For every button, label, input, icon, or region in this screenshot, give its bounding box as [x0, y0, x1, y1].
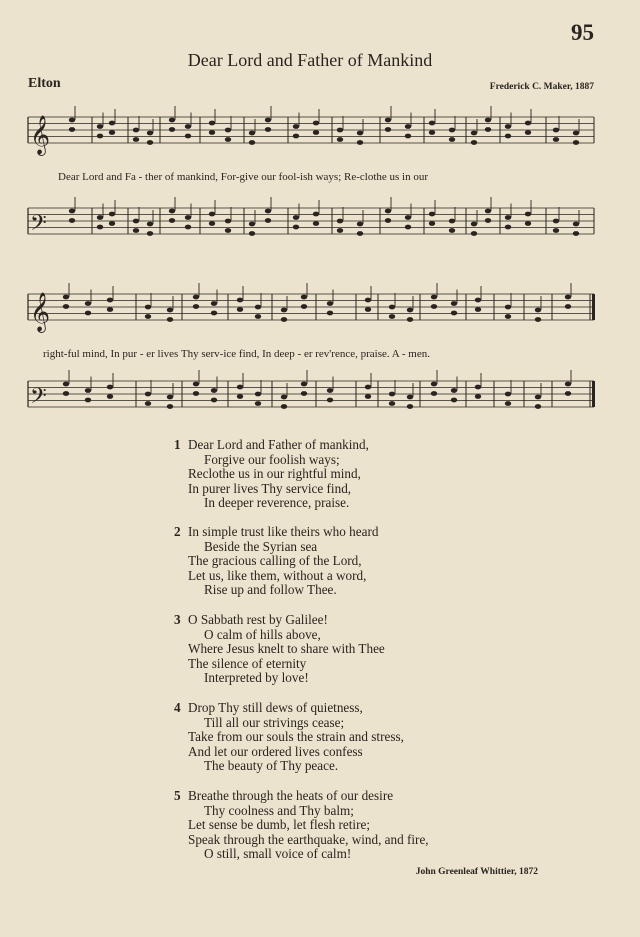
bass-1-notehead [97, 215, 103, 220]
treble-2-notehead [193, 304, 199, 309]
verse-line: Drop Thy still dews of quietness, [188, 700, 363, 715]
treble-clef-icon: 𝄞 [30, 292, 51, 332]
treble-2-notehead [255, 314, 261, 319]
treble-2-notehead [85, 311, 91, 316]
bass-1-notehead [313, 221, 319, 226]
verse-line: O calm of hills above, [204, 626, 321, 642]
treble-1-notehead [265, 118, 271, 123]
treble-1-notehead [429, 121, 435, 126]
bass-1-notehead [265, 218, 271, 223]
treble-2-notehead [145, 314, 151, 319]
treble-1-notehead [293, 134, 299, 139]
treble-2-notehead [237, 307, 243, 312]
verse-line: O Sabbath rest by Galilee! [188, 612, 328, 627]
treble-2-notehead [565, 304, 571, 309]
treble-2-notehead [451, 301, 457, 306]
verse-line: Dear Lord and Father of mankind, [188, 437, 369, 452]
bass-2-notehead [451, 388, 457, 393]
bass-1-notehead [147, 222, 153, 227]
bass-2-notehead [407, 404, 413, 409]
bass-clef-icon: 𝄢 [30, 384, 47, 414]
treble-2-notehead [407, 317, 413, 322]
bass-1-notehead [337, 228, 343, 233]
treble-1-notehead [69, 127, 75, 132]
treble-2-notehead [451, 311, 457, 316]
treble-2-notehead [327, 301, 333, 306]
final-barline [592, 381, 595, 407]
bass-2-notehead [475, 394, 481, 399]
verse-line: And let our ordered lives confess [188, 743, 363, 759]
treble-1-notehead [313, 130, 319, 135]
treble-1-notehead [525, 121, 531, 126]
bass-clef-icon: 𝄢 [30, 211, 47, 241]
treble-1-notehead [573, 131, 579, 136]
bass-2-notehead [327, 398, 333, 403]
treble-2-notehead [505, 305, 511, 310]
bass-2-notehead [389, 401, 395, 406]
bass-1-notehead [573, 231, 579, 236]
bass-1-notehead [209, 221, 215, 226]
bass-1-notehead [471, 231, 477, 236]
treble-1-notehead [249, 140, 255, 145]
treble-1-notehead [385, 127, 391, 132]
treble-1-notehead [209, 130, 215, 135]
bass-2-notehead [85, 388, 91, 393]
treble-1-notehead [133, 128, 139, 133]
bass-1-notehead [249, 222, 255, 227]
composer-credit: Frederick C. Maker, 1887 [489, 82, 594, 92]
verse-4 [174, 701, 404, 774]
bass-1-notehead [405, 215, 411, 220]
page-number: 95 [571, 20, 594, 45]
bass-2-notehead [475, 385, 481, 390]
treble-2-notehead [85, 301, 91, 306]
bass-1-notehead [293, 215, 299, 220]
verse-line: Breathe through the heats of our desire [188, 788, 394, 803]
treble-2-notehead [301, 304, 307, 309]
treble-1-notehead [97, 134, 103, 139]
treble-1-notehead [147, 131, 153, 136]
treble-2-notehead [107, 307, 113, 312]
treble-2-notehead [365, 298, 371, 303]
bass-2-notehead [63, 382, 69, 387]
bass-2-notehead [63, 391, 69, 396]
treble-1-notehead [169, 118, 175, 123]
verse-number: 2 [174, 524, 181, 539]
verse-3 [174, 613, 385, 686]
verse-line: The beauty of Thy peace. [204, 758, 339, 774]
verse-line: Let sense be dumb, let flesh retire; [188, 817, 370, 833]
treble-1-notehead [405, 134, 411, 139]
treble-1-notehead [147, 140, 153, 145]
bass-2-notehead [107, 394, 113, 399]
treble-1-notehead [225, 137, 231, 142]
bass-2-notehead [85, 398, 91, 403]
treble-2-notehead [475, 307, 481, 312]
bass-1-notehead [69, 209, 75, 214]
verse-line: Rise up and follow Thee. [204, 582, 337, 598]
verse-line: Let us, like them, without a word, [188, 567, 367, 583]
verse-line: Take from our souls the strain and stress, [188, 729, 404, 745]
tune-name: Elton [28, 76, 61, 91]
bass-2-notehead [431, 391, 437, 396]
treble-1-notehead [405, 124, 411, 129]
treble-1-notehead [505, 124, 511, 129]
bass-1-notehead [265, 209, 271, 214]
bass-2-notehead [107, 385, 113, 390]
treble-1-notehead [293, 124, 299, 129]
treble-2-notehead [301, 295, 307, 300]
treble-2-notehead [145, 305, 151, 310]
bass-2-notehead [565, 382, 571, 387]
verse-2 [174, 525, 378, 598]
bass-1-notehead [553, 228, 559, 233]
treble-2-notehead [535, 308, 541, 313]
treble-1-notehead [169, 127, 175, 132]
bass-1-notehead [385, 209, 391, 214]
bass-2-notehead [167, 404, 173, 409]
bass-2-notehead [535, 404, 541, 409]
verse-number: 1 [174, 437, 181, 452]
treble-2-notehead [193, 295, 199, 300]
treble-2-notehead [63, 295, 69, 300]
bass-2-notehead [145, 392, 151, 397]
bass-2-notehead [281, 395, 287, 400]
verse-line: In deeper reverence, praise. [204, 495, 350, 511]
treble-2-notehead [389, 314, 395, 319]
treble-2-notehead [255, 305, 261, 310]
bass-1-notehead [573, 222, 579, 227]
treble-1-notehead [109, 130, 115, 135]
treble-2-notehead [431, 304, 437, 309]
treble-1-notehead [525, 130, 531, 135]
bass-1-notehead [133, 219, 139, 224]
bass-2-notehead [365, 394, 371, 399]
treble-1-notehead [505, 134, 511, 139]
author-attribution: John Greenleaf Whittier, 1872 [415, 867, 538, 877]
bass-2-notehead [301, 391, 307, 396]
bass-1-notehead [429, 212, 435, 217]
bass-2-notehead [565, 391, 571, 396]
treble-1-notehead [357, 131, 363, 136]
treble-2-notehead [63, 304, 69, 309]
treble-1-notehead [449, 137, 455, 142]
bass-1-notehead [109, 212, 115, 217]
final-barline [592, 294, 595, 320]
bass-1-notehead [357, 222, 363, 227]
verse-line: The silence of eternity [188, 655, 307, 671]
bass-2-notehead [193, 391, 199, 396]
lyrics-line-2: right-ful mind, In pur - er lives Thy serv-ice find, In deep - er rev'rence, praise. A - men. [43, 348, 430, 360]
treble-1-notehead [553, 137, 559, 142]
treble-1-notehead [385, 118, 391, 123]
treble-1-notehead [225, 128, 231, 133]
verse-line: Thy coolness and Thy balm; [204, 802, 354, 818]
verse-line: In simple trust like theirs who heard [188, 524, 379, 539]
bass-1-notehead [337, 219, 343, 224]
bass-1-notehead [385, 218, 391, 223]
bass-1-notehead [313, 212, 319, 217]
bass-2-notehead [505, 401, 511, 406]
verse-line: Speak through the earthquake, wind, and fire, [188, 831, 429, 847]
treble-1-notehead [209, 121, 215, 126]
bass-1-notehead [429, 221, 435, 226]
bass-2-notehead [145, 401, 151, 406]
bass-2-notehead [451, 398, 457, 403]
treble-2-notehead [431, 295, 437, 300]
treble-1-notehead [265, 127, 271, 132]
bass-2-notehead [365, 385, 371, 390]
treble-1-notehead [313, 121, 319, 126]
treble-2-notehead [327, 311, 333, 316]
bass-2-notehead [211, 388, 217, 393]
treble-1-notehead [485, 127, 491, 132]
bass-1-notehead [505, 215, 511, 220]
bass-2-notehead [237, 385, 243, 390]
treble-2-notehead [281, 317, 287, 322]
treble-2-notehead [211, 301, 217, 306]
bass-1-notehead [69, 218, 75, 223]
bass-2-notehead [389, 392, 395, 397]
verse-1 [174, 438, 369, 511]
treble-2-notehead [167, 308, 173, 313]
verse-line: Reclothe us in our rightful mind, [188, 466, 361, 482]
treble-1-notehead [97, 124, 103, 129]
verse-line: In purer lives Thy service find, [188, 480, 352, 496]
bass-1-notehead [525, 212, 531, 217]
bass-1-notehead [485, 209, 491, 214]
treble-1-notehead [485, 118, 491, 123]
treble-1-notehead [109, 121, 115, 126]
bass-2-notehead [255, 392, 261, 397]
bass-2-notehead [167, 395, 173, 400]
treble-1-notehead [553, 128, 559, 133]
bass-1-notehead [185, 225, 191, 230]
bass-1-notehead [485, 218, 491, 223]
bass-2-notehead [505, 392, 511, 397]
bass-1-notehead [109, 221, 115, 226]
bass-1-notehead [209, 212, 215, 217]
bass-2-notehead [237, 394, 243, 399]
treble-2-notehead [475, 298, 481, 303]
verse-line: Where Jesus knelt to share with Thee [188, 641, 385, 657]
bass-1-notehead [225, 228, 231, 233]
verse-5 [174, 789, 429, 862]
treble-2-notehead [389, 305, 395, 310]
verse-line: Beside the Syrian sea [204, 538, 318, 554]
treble-1-notehead [471, 131, 477, 136]
bass-1-notehead [97, 225, 103, 230]
treble-2-notehead [107, 298, 113, 303]
lyrics-line-1: Dear Lord and Fa - ther of mankind, For-give our fool-ish ways; Re-clothe us in our [58, 171, 429, 183]
treble-2-notehead [365, 307, 371, 312]
bass-1-notehead [449, 228, 455, 233]
bass-2-notehead [407, 395, 413, 400]
treble-1-notehead [185, 124, 191, 129]
treble-1-notehead [471, 140, 477, 145]
treble-1-notehead [449, 128, 455, 133]
bass-1-notehead [169, 218, 175, 223]
hymn-title: Dear Lord and Father of Mankind [187, 50, 433, 70]
verse-line: The gracious calling of the Lord, [188, 553, 362, 569]
bass-1-notehead [133, 228, 139, 233]
verse-line: Interpreted by love! [204, 670, 309, 686]
bass-2-notehead [301, 382, 307, 387]
treble-1-notehead [429, 130, 435, 135]
bass-2-notehead [535, 395, 541, 400]
bass-1-notehead [405, 225, 411, 230]
treble-2-notehead [407, 308, 413, 313]
treble-2-notehead [167, 317, 173, 322]
treble-1-notehead [357, 140, 363, 145]
bass-1-notehead [293, 225, 299, 230]
treble-1-notehead [337, 137, 343, 142]
verse-line: Forgive our foolish ways; [204, 451, 340, 467]
bass-1-notehead [357, 231, 363, 236]
bass-1-notehead [449, 219, 455, 224]
treble-1-notehead [185, 134, 191, 139]
bass-1-notehead [249, 231, 255, 236]
verse-line: Till all our strivings cease; [204, 714, 345, 730]
treble-1-notehead [133, 137, 139, 142]
treble-2-notehead [211, 311, 217, 316]
bass-1-notehead [225, 219, 231, 224]
bass-1-notehead [471, 222, 477, 227]
treble-clef-icon: 𝄞 [30, 115, 51, 155]
treble-2-notehead [565, 295, 571, 300]
bass-1-notehead [169, 209, 175, 214]
verse-line: O still, small voice of calm! [204, 846, 352, 862]
bass-2-notehead [193, 382, 199, 387]
verse-number: 5 [174, 788, 181, 803]
bass-1-notehead [553, 219, 559, 224]
treble-1-notehead [337, 128, 343, 133]
bass-1-notehead [505, 225, 511, 230]
bass-1-notehead [525, 221, 531, 226]
bass-2-notehead [431, 382, 437, 387]
treble-1-notehead [573, 140, 579, 145]
bass-2-notehead [255, 401, 261, 406]
bass-2-notehead [211, 398, 217, 403]
verse-number: 3 [174, 612, 181, 627]
treble-2-notehead [535, 317, 541, 322]
treble-1-notehead [249, 131, 255, 136]
bass-2-notehead [281, 404, 287, 409]
verse-number: 4 [174, 700, 181, 715]
bass-2-notehead [327, 388, 333, 393]
treble-2-notehead [237, 298, 243, 303]
treble-2-notehead [281, 308, 287, 313]
treble-1-notehead [69, 118, 75, 123]
bass-1-notehead [185, 215, 191, 220]
bass-1-notehead [147, 231, 153, 236]
treble-2-notehead [505, 314, 511, 319]
